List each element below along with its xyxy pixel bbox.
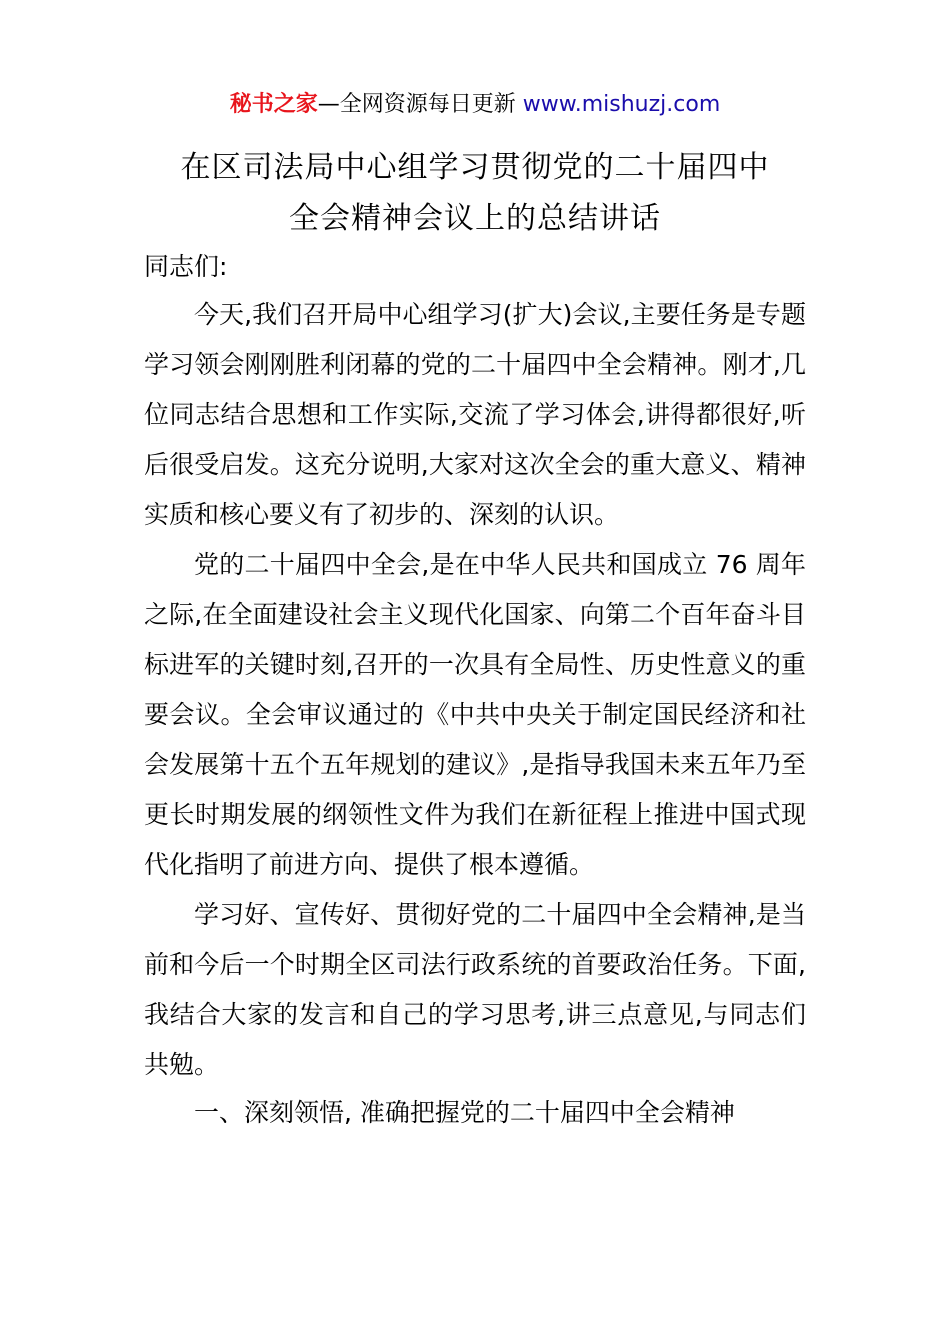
document-title-line-2: 全会精神会议上的总结讲话: [289, 201, 661, 236]
website-link[interactable]: www.mishuzj.com: [522, 92, 721, 117]
header-tagline: —全网资源每日更新: [317, 92, 523, 117]
document-title-line-1: 在区司法局中心组学习贯彻党的二十届四中: [180, 150, 770, 185]
body-paragraph-3: 学习好、宣传好、贯彻好党的二十届四中全会精神,是当前和今后一个时期全区司法行政系统的首要政治任务。下面,我结合大家的发言和自己的学习思考,讲三点意见,与同志们共勉。: [144, 900, 806, 1079]
body-paragraph-2: 党的二十届四中全会,是在中华人民共和国成立 76 周年之际,在全面建设社会主义现代化国家、向第二个百年奋斗目标进军的关键时刻,召开的一次具有全局性、历史性意义的重要会议。全会审议通过的《中共中央关于制定国民经济和社会发展第十五个五年规划的建议》,是指导我国未来五年乃至更长时期发展的纲领性文件为我们在新征程上推进中国式现代化指明了前进方向、提供了根本遵循。: [144, 550, 806, 879]
body-paragraph-1: 今天,我们召开局中心组学习(扩大)会议,主要任务是专题学习领会刚刚胜利闭幕的党的二十届四中全会精神。刚才,几位同志结合思想和工作实际,交流了学习体会,讲得都很好,听后很受启发。这充分说明,大家对这次全会的重大意义、精神实质和核心要义有了初步的、深刻的认识。: [144, 300, 806, 529]
salutation: 同志们:: [144, 252, 228, 281]
brand-name: 秘书之家: [229, 92, 318, 117]
header-banner: [0, 88, 950, 122]
section-heading: 一、深刻领悟, 准确把握党的二十届四中全会精神: [194, 1098, 735, 1127]
